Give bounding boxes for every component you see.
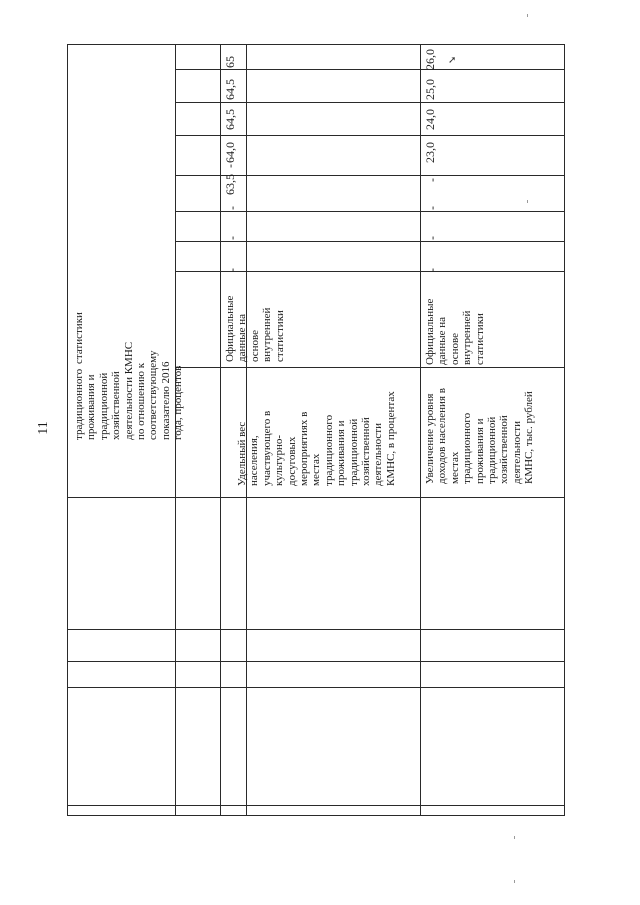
row-rule xyxy=(175,102,564,103)
value-cell: 26,0 xyxy=(423,49,437,70)
column-rule xyxy=(420,45,421,815)
scan-speck xyxy=(527,200,528,203)
value-cell: 24,0 xyxy=(423,109,437,130)
scan-speck xyxy=(527,14,528,17)
page-number: 11 xyxy=(36,421,51,435)
value-cell: - xyxy=(223,164,237,168)
source-text: Официальные данные на основе внутренней статистики xyxy=(224,295,286,362)
row-rule xyxy=(175,135,564,136)
dash-mark: - xyxy=(425,236,439,240)
value-cell: 65 xyxy=(223,56,237,68)
column-rule xyxy=(220,45,221,815)
row-rule xyxy=(175,367,564,368)
source-text: Официальные данные на основе внутренней статистики xyxy=(424,298,486,365)
value-cell: 25,0 xyxy=(423,79,437,100)
row-rule xyxy=(175,69,564,70)
row-rule xyxy=(68,629,564,630)
scan-mark: ➚ xyxy=(448,55,457,66)
row-rule xyxy=(68,805,564,806)
indicator-text: Увеличение уровня доходов населения в местах традиционного проживания и традиционной хозяйственной деятельности КМНС, тыс. рублей xyxy=(424,388,536,484)
value-cell: 23,0 xyxy=(423,142,437,163)
dash-mark: - xyxy=(425,206,439,210)
row-rule xyxy=(68,497,564,498)
source-text: статистики xyxy=(73,312,85,364)
indicator-text: традиционного проживания и традиционной хозяйственной деятельности КМНС по отношению к соответствующему показателю 2016 года, процентов xyxy=(73,341,185,440)
dash-mark: - xyxy=(225,268,239,272)
dash-mark: - xyxy=(225,236,239,240)
scan-speck xyxy=(514,836,515,839)
row-rule xyxy=(68,687,564,688)
dash-mark: - xyxy=(225,206,239,210)
row-rule xyxy=(175,241,564,242)
dash-mark: - xyxy=(425,268,439,272)
scan-speck xyxy=(514,880,515,883)
row-rule xyxy=(68,661,564,662)
value-cell: 64,5 xyxy=(223,79,237,100)
value-cell: 64,5 xyxy=(223,109,237,130)
value-cell: 64,0 xyxy=(223,142,237,163)
value-cell: - xyxy=(425,178,439,182)
indicator-text: Удельный вес населения, участвующего в культурно- досуговых мероприятиях в местах традиционного проживания и традиционной хозяйственной деятельности КМНС, в процентах xyxy=(236,391,397,486)
value-cell: 63,5 xyxy=(223,174,237,195)
row-rule xyxy=(175,211,564,212)
